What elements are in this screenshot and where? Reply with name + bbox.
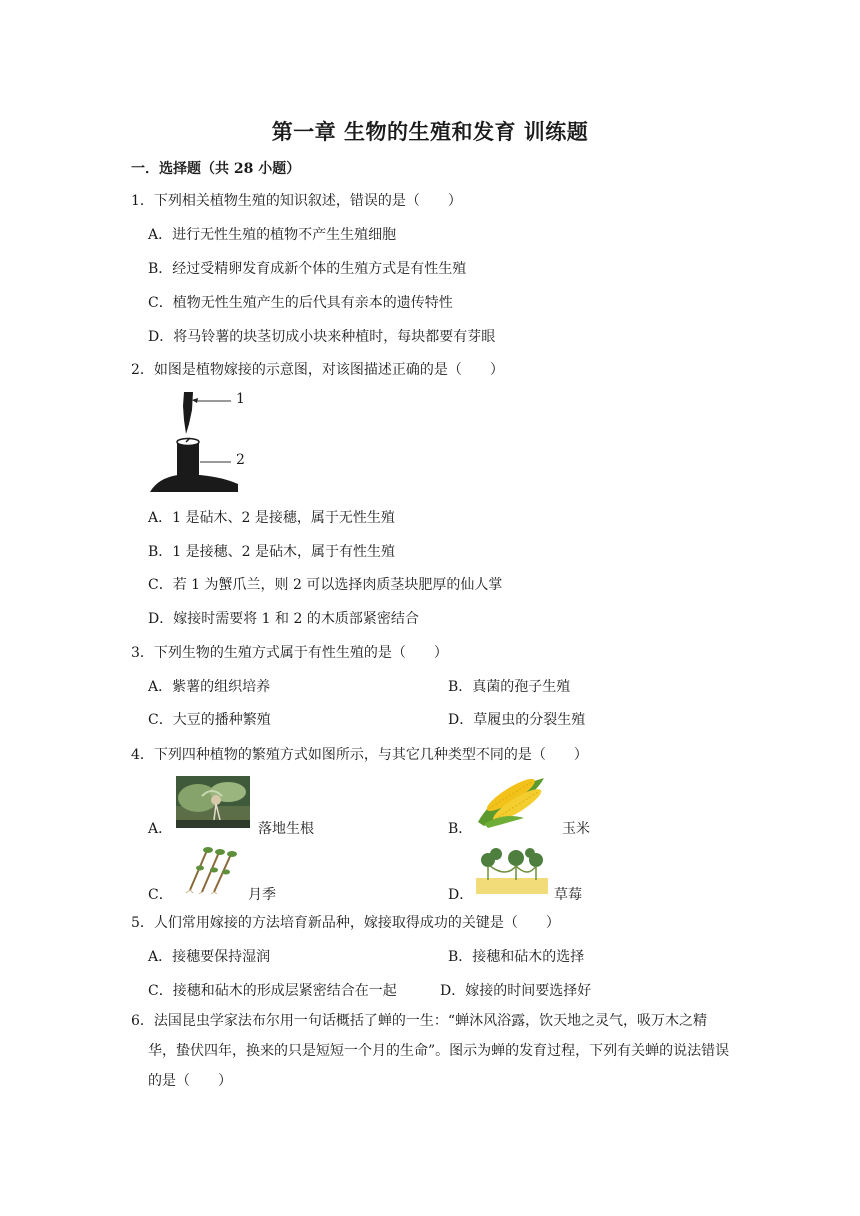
question-2-option-d: D．嫁接时需要将 1 和 2 的木质部紧密结合 bbox=[148, 611, 419, 627]
question-1-option-c: C．植物无性生殖产生的后代具有亲本的遗传特性 bbox=[148, 295, 453, 311]
question-3-option-b: B．真菌的孢子生殖 bbox=[448, 679, 571, 695]
strawberry-image bbox=[476, 844, 548, 894]
question-6-stem: 6．法国昆虫学家法布尔用一句话概括了蝉的一生：“蝉沐风浴露，饮天地之灵气，吸万木之精华，蛰伏四年，换来的只是短短一个月的生命”。图示为蝉的发育过程，下列有关蝉的说法错误的是（ ） bbox=[131, 1013, 730, 1089]
question-5-stem: 5．人们常用嫁接的方法培育新品种，嫁接取得成功的关键是（ ） bbox=[131, 915, 560, 931]
question-1-option-d: D．将马铃薯的块茎切成小块来种植时，每块都要有芽眼 bbox=[148, 329, 496, 345]
bryophyllum-image bbox=[176, 776, 250, 828]
question-2-option-b: B．1 是接穗、2 是砧木，属于有性生殖 bbox=[148, 544, 396, 560]
question-1-option-b: B．经过受精卵发育成新个体的生殖方式是有性生殖 bbox=[148, 261, 467, 277]
grafting-label-2: 2 bbox=[236, 452, 245, 468]
question-4-option-b-letter: B． bbox=[448, 821, 473, 837]
rose-cuttings-image bbox=[178, 842, 240, 894]
rose-cuttings-illustration bbox=[178, 842, 240, 894]
question-4-option-d-letter: D． bbox=[448, 887, 474, 903]
bryophyllum-leaf-illustration bbox=[176, 776, 250, 828]
section-heading: 一．选择题（共 28 小题） bbox=[131, 161, 301, 177]
question-4-option-c-caption: 月季 bbox=[248, 887, 276, 903]
question-3-option-c: C．大豆的播种繁殖 bbox=[148, 712, 271, 728]
question-4-option-b-caption: 玉米 bbox=[562, 821, 590, 837]
question-5-option-c: C．接穗和砧木的形成层紧密结合在一起 bbox=[148, 983, 397, 999]
corn-illustration bbox=[474, 772, 552, 828]
question-4-option-c-letter: C． bbox=[148, 887, 173, 903]
question-1-option-a: A．进行无性生殖的植物不产生生殖细胞 bbox=[148, 227, 397, 243]
page-title: 第一章 生物的生殖和发育 训练题 bbox=[271, 120, 589, 144]
grafting-label-1: 1 bbox=[236, 391, 245, 407]
question-4-option-a-caption: 落地生根 bbox=[258, 821, 314, 837]
question-5-option-a: A．接穗要保持湿润 bbox=[148, 949, 271, 965]
question-3-option-d: D．草履虫的分裂生殖 bbox=[448, 712, 586, 728]
question-4-option-d-caption: 草莓 bbox=[554, 887, 582, 903]
corn-image bbox=[474, 772, 552, 828]
question-5-option-d: D．嫁接的时间要选择好 bbox=[440, 983, 592, 999]
question-4-stem: 4．下列四种植物的繁殖方式如图所示，与其它几种类型不同的是（ ） bbox=[131, 747, 588, 763]
question-4-option-a-letter: A． bbox=[148, 821, 173, 837]
question-2-option-c: C．若 1 为蟹爪兰，则 2 可以选择肉质茎块肥厚的仙人掌 bbox=[148, 577, 503, 593]
question-3-option-a: A．紫薯的组织培养 bbox=[148, 679, 271, 695]
question-1-stem: 1．下列相关植物生殖的知识叙述，错误的是（ ） bbox=[131, 193, 462, 209]
question-3-stem: 3．下列生物的生殖方式属于有性生殖的是（ ） bbox=[131, 645, 448, 661]
strawberry-runners-illustration bbox=[476, 844, 548, 894]
question-2-option-a: A．1 是砧木、2 是接穗，属于无性生殖 bbox=[148, 510, 395, 526]
question-2-stem: 2．如图是植物嫁接的示意图，对该图描述正确的是（ ） bbox=[131, 362, 504, 378]
question-5-option-b: B．接穗和砧木的选择 bbox=[448, 949, 585, 965]
